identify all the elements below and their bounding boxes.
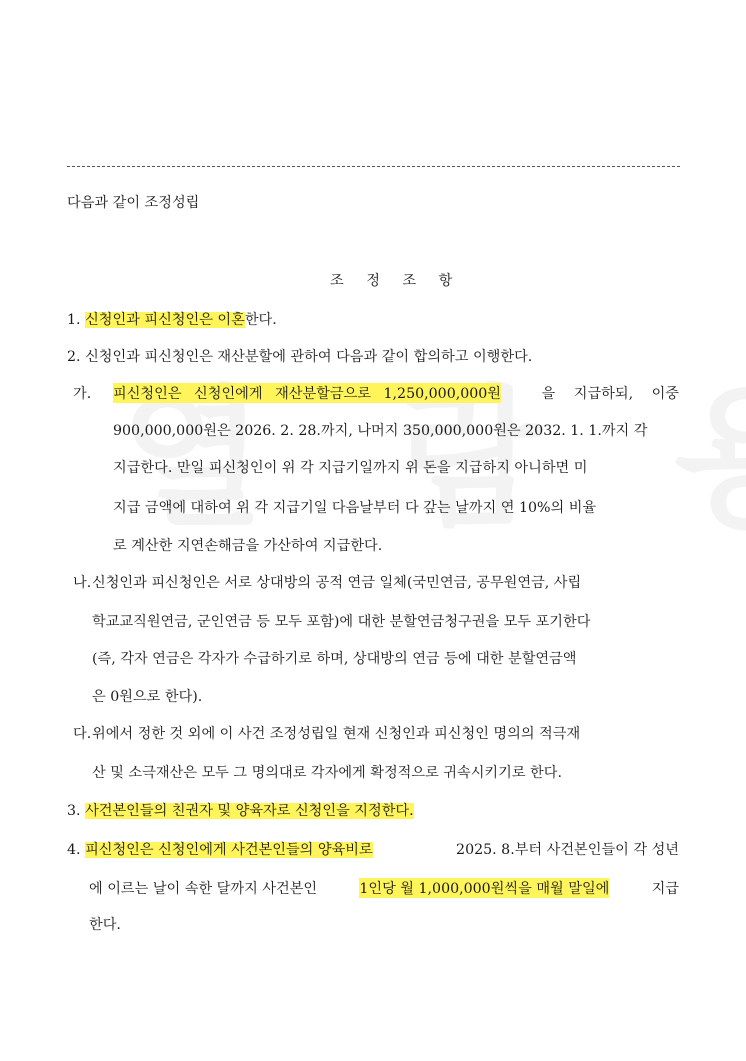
item-2ga-line-4: 지급 금액에 대하여 위 각 지급기일 다음날부터 다 갚는 날까지 연 10%의 비율 [113, 500, 597, 516]
item-2ga-line-5: 로 계산한 지연손해금을 가산하여 지급한다. [113, 538, 383, 554]
item-2-number: 2. [67, 349, 81, 365]
item-2na-line-1: 신청인과 피신청인은 서로 상대방의 공적 연금 일체(국민연금, 공무원연금, 사립 [92, 575, 582, 591]
item-4-line-2 [89, 878, 679, 898]
item-2ga-line-1-rest: 을 지급하되, 이중 [541, 386, 679, 402]
item-2na-line-2: 학교교직원연금, 군인연금 등 모두 포함)에 대한 분할연금청구권을 모두 포기한다 [92, 614, 591, 630]
item-1-rest: 한다. [244, 312, 277, 328]
item-2-text: 신청인과 피신청인은 재산분할에 관하여 다음과 같이 합의하고 이행한다. [85, 349, 533, 365]
item-4-highlight-1: 피신청인은 신청인에게 사건본인들의 양육비로 [85, 842, 373, 858]
item-2ga-line-1 [113, 383, 679, 403]
dashed-divider [67, 166, 680, 167]
item-4-line-1 [67, 839, 679, 859]
item-2ga-line-3: 지급한다. 만일 피신청인이 위 각 지급기일까지 위 돈을 지급하지 아니하면 미 [113, 460, 588, 476]
item-2na-line-3: (즉, 각자 연금은 각자가 수급하기로 하며, 상대방의 연금 등에 대한 분할연금액 [92, 651, 577, 667]
item-2na-marker: 나. [73, 575, 92, 591]
item-4-line-1-rest: 2025. 8.부터 사건본인들이 각 성년 [456, 842, 679, 858]
item-3-number: 3. [67, 803, 81, 819]
item-2da-line-1: 위에서 정한 것 외에 이 사건 조정성립일 현재 신청인과 피신청인 명의의 적극재 [92, 726, 581, 742]
item-4-number: 4. [67, 842, 81, 858]
item-1-highlight: 신청인과 피신청인은 이혼 [85, 312, 245, 328]
item-2ga-line-2: 900,000,000원은 2026. 2. 28.까지, 나머지 350,000,000원은 2032. 1. 1.까지 각 [113, 423, 648, 439]
item-2ga-highlight: 피신청인은 신청인에게 재산분할금으로 1,250,000,000원 [113, 383, 501, 403]
item-4-line-2-post: 지급 [651, 881, 679, 897]
item-2ga-marker: 가. [73, 386, 92, 402]
item-4-highlight-2: 1인당 월 1,000,000원씩을 매월 말일에 [359, 878, 609, 898]
item-2da-marker: 다. [73, 726, 92, 742]
item-3-highlight: 사건본인들의 친권자 및 양육자로 신청인을 지정한다. [85, 803, 414, 819]
item-2da-line-2: 산 및 소극재산은 모두 그 명의대로 각자에게 확정적으로 귀속시키기로 한다. [92, 765, 562, 781]
item-2 [67, 346, 532, 366]
item-4-line-2-pre: 에 이르는 날이 속한 달까지 사건본인 [89, 881, 318, 897]
item-1 [67, 309, 277, 329]
section-title: 조 정 조 항 [330, 273, 462, 289]
item-2na-line-4: 은 0원으로 한다). [92, 689, 203, 705]
item-4-line-3: 한다. [89, 917, 121, 933]
item-3 [67, 800, 414, 820]
item-1-number: 1. [67, 312, 81, 328]
intro-text: 다음과 같이 조정성립 [67, 195, 200, 211]
